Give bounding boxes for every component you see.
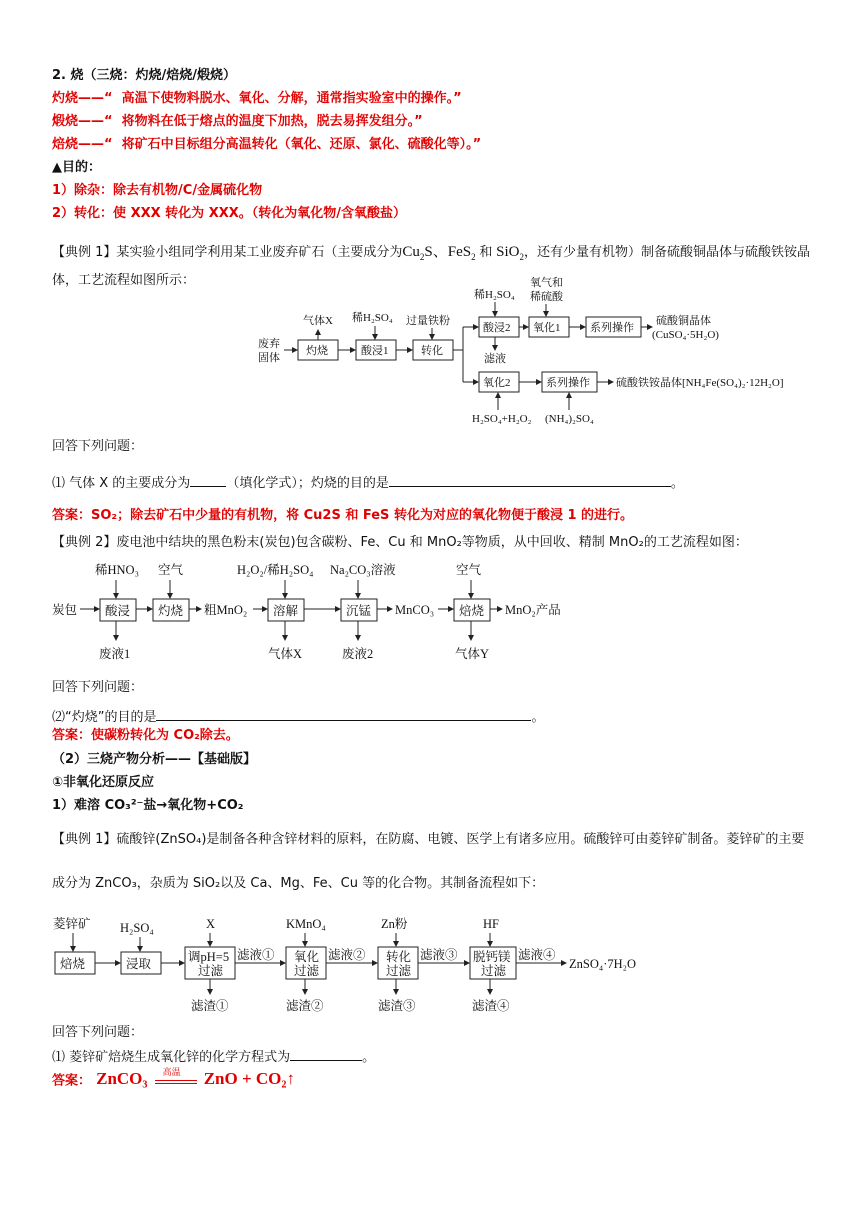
- svg-text:过滤: 过滤: [294, 964, 320, 978]
- subsection-1: ①非氧化还原反应: [52, 775, 155, 790]
- svg-text:废液2: 废液2: [342, 647, 374, 661]
- svg-text:空气: 空气: [158, 563, 184, 577]
- svg-text:废液1: 废液1: [99, 647, 131, 661]
- example-3-question: ⑴ 菱锌矿焙烧生成氧化锌的化学方程式为 。: [52, 1046, 375, 1067]
- flow1-h2so4: 稀H₂SO₄: [352, 312, 393, 324]
- example-3-answer: 答案： ZnCO₃ 高温 ZnO + CO₂↑: [52, 1068, 295, 1089]
- example-2-answer: 答案：使碳粉转化为 CO₂除去。: [52, 728, 239, 743]
- svg-text:焙烧: 焙烧: [459, 604, 485, 618]
- svg-text:系列操作: 系列操作: [546, 377, 590, 389]
- equation-arrow: 高温: [153, 1068, 199, 1090]
- svg-text:ZnSO₄·7H₂O: ZnSO₄·7H₂O: [569, 957, 637, 971]
- example-2-question: ⑵“灼烧”的目的是 。: [52, 706, 545, 727]
- def-duanshao: 煅烧——“ 将物料在低于熔点的温度下加热，脱去易挥发组分。”: [52, 114, 423, 129]
- svg-text:灼烧: 灼烧: [158, 604, 184, 618]
- svg-text:酸浸1: 酸浸1: [361, 345, 389, 357]
- svg-text:浸取: 浸取: [126, 957, 152, 971]
- svg-text:酸浸: 酸浸: [105, 604, 131, 618]
- svg-text:气体X: 气体X: [268, 647, 303, 661]
- flow1-h2so4-top: 稀H₂SO₄: [474, 289, 515, 301]
- svg-text:H₂O₂/稀H₂SO₄: H₂O₂/稀H₂SO₄: [237, 563, 314, 577]
- def-beishao: 焙烧——“ 将矿石中目标组分高温转化（氧化、还原、氯化、硫酸化等）。”: [52, 137, 482, 152]
- svg-text:稀HNO₃: 稀HNO₃: [95, 563, 139, 577]
- svg-text:滤液④: 滤液④: [518, 948, 556, 962]
- svg-text:Zn粉: Zn粉: [381, 917, 408, 931]
- section-heading: 2. 烧（三烧：灼烧/焙烧/煅烧）: [52, 68, 237, 83]
- svg-text:滤渣①: 滤渣①: [191, 999, 229, 1013]
- svg-text:过滤: 过滤: [386, 964, 412, 978]
- svg-text:焙烧: 焙烧: [60, 957, 86, 971]
- svg-text:Na₂CO₃溶液: Na₂CO₃溶液: [330, 563, 396, 577]
- purpose-1: 1）除杂：除去有机物/C/金属硫化物: [52, 183, 263, 198]
- section-2-title: （2）三烧产物分析——【基础版】: [52, 752, 257, 767]
- svg-text:X: X: [206, 917, 216, 931]
- svg-text:粗MnO₂: 粗MnO₂: [204, 603, 248, 617]
- svg-text:空气: 空气: [456, 563, 482, 577]
- svg-text:氧化2: 氧化2: [483, 377, 511, 389]
- svg-text:H₂SO₄: H₂SO₄: [120, 921, 154, 935]
- svg-text:滤渣④: 滤渣④: [472, 999, 510, 1013]
- flow1-reagent1: H₂SO₄+H₂O₂: [472, 413, 532, 425]
- example-3-prompt: 回答下列问题：: [52, 1025, 144, 1040]
- example-1-line2: 体，工艺流程如图所示：: [52, 273, 196, 288]
- subsection-1a: 1）难溶 CO₃²⁻盐→氧化物+CO₂: [52, 798, 244, 813]
- svg-text:酸浸2: 酸浸2: [483, 322, 511, 334]
- svg-text:KMnO₄: KMnO₄: [286, 917, 326, 931]
- svg-text:沉锰: 沉锰: [346, 604, 372, 618]
- svg-text:滤渣②: 滤渣②: [286, 999, 324, 1013]
- example-3-line2: 成分为 ZnCO₃，杂质为 SiO₂以及 Ca、Mg、Fe、Cu 等的化合物。其制备流程如下：: [52, 876, 545, 891]
- flow1-gasx: 气体X: [303, 315, 333, 327]
- svg-text:过滤: 过滤: [198, 964, 224, 978]
- svg-text:调pH=5: 调pH=5: [188, 950, 230, 964]
- svg-text:炭包: 炭包: [52, 603, 78, 617]
- svg-text:氧化1: 氧化1: [533, 322, 561, 334]
- svg-text:滤液③: 滤液③: [420, 948, 458, 962]
- svg-text:转化: 转化: [421, 345, 443, 357]
- svg-text:氧气和: 氧气和: [530, 277, 563, 289]
- example-1-prompt: 回答下列问题：: [52, 439, 144, 454]
- equation-right: ZnO + CO₂↑: [203, 1069, 295, 1088]
- svg-text:(CuSO₄·5H₂O): (CuSO₄·5H₂O): [652, 329, 719, 341]
- example-1-lead: 【典例 1】某实验小组同学利用某工业废弃矿石（主要成分为$Cu_2S$、FeS$_2$ 和 SiO$_2$，还有少量有机物）制备硫酸铜晶体与硫酸铁铵晶: [52, 244, 810, 262]
- example-2-lead: 【典例 2】废电池中结块的黑色粉末(炭包)包含碳粉、Fe、Cu 和 MnO₂等物质，从中回收、精制 MnO₂的工艺流程如图：: [52, 535, 748, 550]
- svg-text:灼烧: 灼烧: [306, 345, 328, 357]
- example-2-prompt: 回答下列问题：: [52, 680, 144, 695]
- svg-text:MnCO₃: MnCO₃: [395, 603, 435, 617]
- flow1-product2: 硫酸铁铵晶体[NH₄Fe(SO₄)₂·12H₂O]: [616, 377, 784, 389]
- svg-text:HF: HF: [483, 917, 499, 931]
- svg-text:滤液②: 滤液②: [328, 948, 366, 962]
- example-1-question: ⑴ 气体 X 的主要成分为 （填化学式）；灼烧的目的是 。: [52, 472, 684, 493]
- svg-text:稀硫酸: 稀硫酸: [530, 291, 563, 303]
- svg-text:溶解: 溶解: [273, 604, 299, 618]
- equation-left: ZnCO₃: [96, 1069, 148, 1088]
- svg-text:MnO₂产品: MnO₂产品: [505, 603, 561, 617]
- purpose-2: 2）转化：使 XXX 转化为 XXX。（转化为氧化物/含氧酸盐）: [52, 206, 407, 221]
- flow1-lye: 滤液: [484, 353, 506, 365]
- example-1-answer: 答案：SO₂；除去矿石中少量的有机物，将 Cu2S 和 FeS 转化为对应的氧化物便于酸浸 1 的进行。: [52, 508, 634, 523]
- svg-text:气体Y: 气体Y: [455, 647, 490, 661]
- svg-text:转化: 转化: [386, 950, 412, 964]
- flow1-start-a: 废弃: [258, 338, 280, 350]
- svg-text:过滤: 过滤: [481, 964, 507, 978]
- purpose-title: ▲目的：: [52, 160, 101, 175]
- svg-text:脱钙镁: 脱钙镁: [473, 950, 511, 964]
- flow1-iron: 过量铁粉: [406, 315, 450, 327]
- def-zhuoshao: 灼烧——“ 高温下使物料脱水、氧化、分解，通常指实验室中的操作。”: [52, 91, 462, 106]
- flow1-reagent2: (NH₄)₂SO₄: [545, 413, 594, 425]
- example-3-lead: 【典例 1】硫酸锌(ZnSO₄)是制备各种含锌材料的原料，在防腐、电镀、医学上有诸多应用。硫酸锌可由菱锌矿制备。菱锌矿的主要: [52, 832, 805, 847]
- svg-text:系列操作: 系列操作: [590, 322, 634, 334]
- flow1-product1: 硫酸铜晶体: [656, 315, 711, 327]
- svg-text:菱锌矿: 菱锌矿: [53, 917, 91, 931]
- svg-text:滤液①: 滤液①: [237, 948, 275, 962]
- flow1-start-b: 固体: [258, 352, 280, 364]
- svg-text:氧化: 氧化: [294, 950, 320, 964]
- svg-text:滤渣③: 滤渣③: [378, 999, 416, 1013]
